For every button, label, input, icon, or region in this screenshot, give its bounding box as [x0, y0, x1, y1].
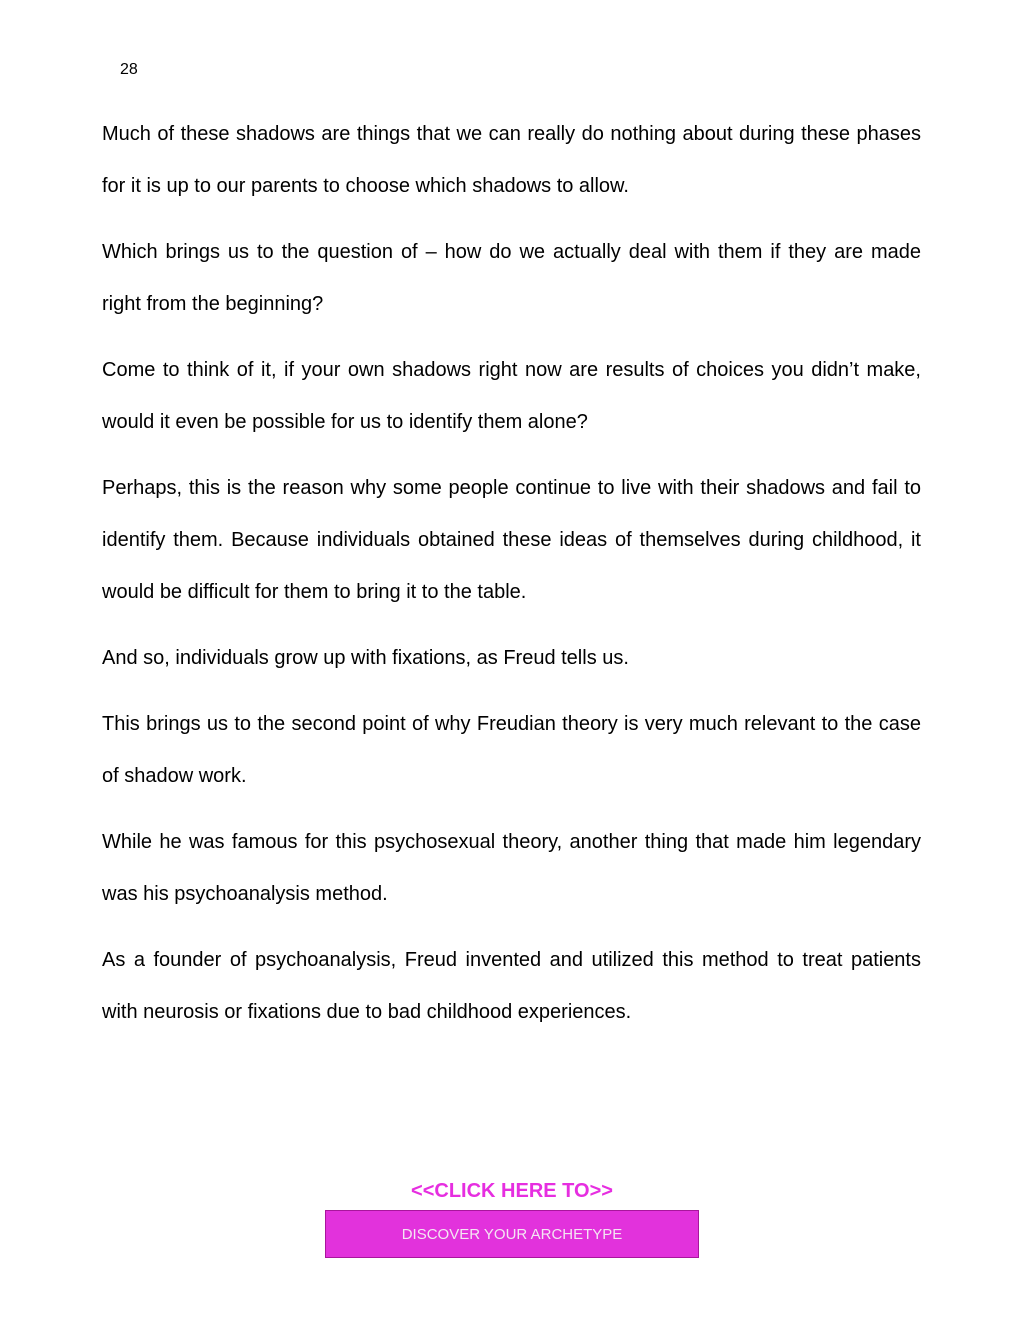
body-text — [102, 108, 921, 1052]
paragraph: And so, individuals grow up with fixations, as Freud tells us. — [102, 647, 629, 669]
discover-archetype-button-label: DISCOVER YOUR ARCHETYPE — [401, 1225, 623, 1243]
paragraph: As a founder of psychoanalysis, Freud invented and utilized this method to treat patients with neurosis or fixations due to bad childhood experiences. — [102, 949, 921, 1023]
paragraph: This brings us to the second point of why Freudian theory is very much relevant to the case of shadow work. — [102, 713, 921, 787]
paragraph: Come to think of it, if your own shadows right now are results of choices you didn’t make, would it even be possible for us to identify them alone? — [102, 359, 921, 433]
cta-link[interactable]: <<CLICK HERE TO>> — [411, 1180, 613, 1202]
paragraph: Perhaps, this is the reason why some people continue to live with their shadows and fail to identify them. Because individuals obtained these ideas of themselves during childhood, it would be difficult for them to bring it to the table. — [102, 477, 921, 603]
paragraph: Much of these shadows are things that we can really do nothing about during these phases for it is up to our parents to choose which shadows to allow. — [102, 123, 921, 197]
paragraph: Which brings us to the question of – how do we actually deal with them if they are made right from the beginning? — [102, 241, 921, 315]
discover-archetype-button[interactable] — [325, 1210, 699, 1258]
paragraph: While he was famous for this psychosexual theory, another thing that made him legendary was his psychoanalysis method. — [102, 831, 921, 905]
page-number: 28 — [120, 61, 138, 78]
